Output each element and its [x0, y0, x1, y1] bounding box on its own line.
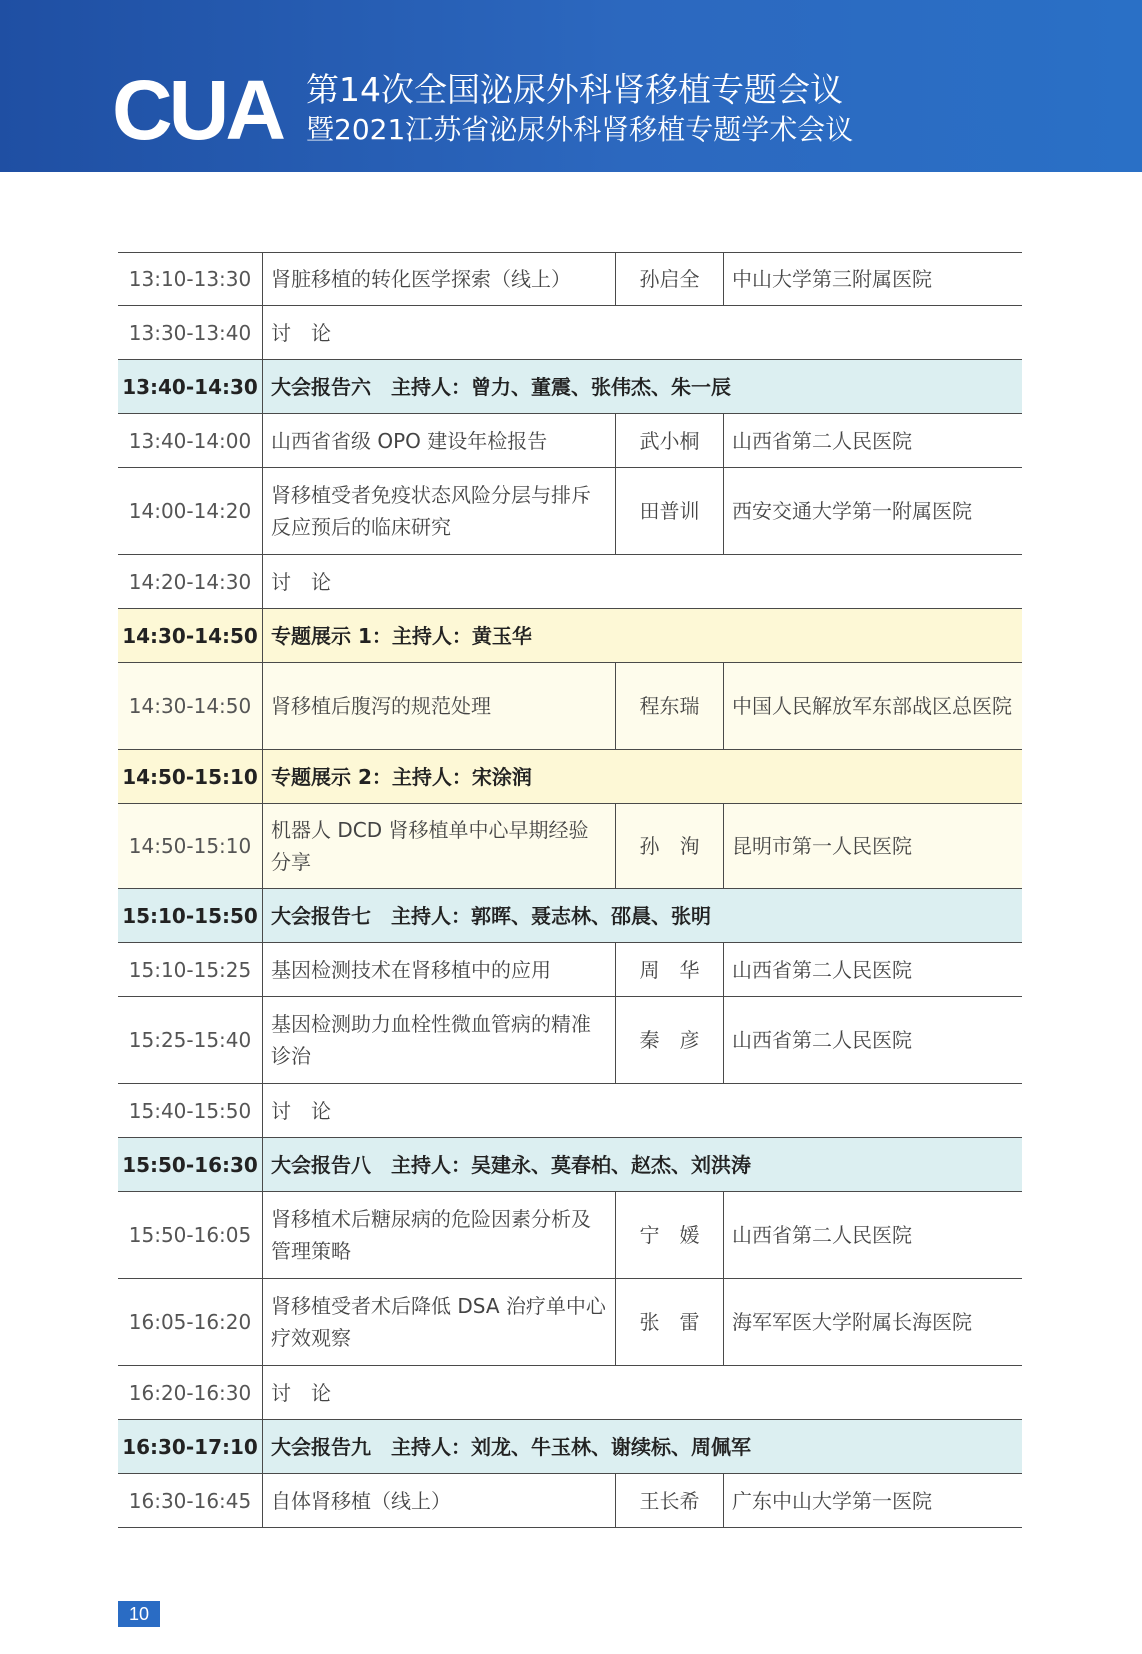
- schedule-table: [118, 252, 1022, 1528]
- time-cell: 15:50-16:30: [118, 1138, 263, 1191]
- time-cell: 14:30-14:50: [118, 609, 263, 662]
- discussion-cell: 讨 论: [271, 1098, 331, 1123]
- session-header-row: [118, 360, 1022, 414]
- time-cell: 16:30-16:45: [118, 1474, 263, 1527]
- org-cell: 山西省第二人民医院: [732, 957, 912, 982]
- cua-logo: CUA: [112, 63, 282, 157]
- org-cell: 海军军医大学附属长海医院: [732, 1310, 972, 1334]
- time-cell: 13:30-13:40: [118, 306, 263, 359]
- time-cell: 15:10-15:25: [118, 943, 263, 996]
- org-cell: 山西省第二人民医院: [732, 1223, 912, 1247]
- org-cell: 广东中山大学第一医院: [732, 1488, 932, 1513]
- org-cell: 西安交通大学第一附属医院: [732, 499, 972, 523]
- speaker-cell: 张 雷: [616, 1279, 724, 1365]
- org-cell: 昆明市第一人民医院: [732, 834, 912, 858]
- time-cell: 13:10-13:30: [118, 253, 263, 305]
- feature-title-cell: 专题展示 2：主持人：宋涂润: [271, 764, 532, 789]
- discussion-cell: 讨 论: [271, 1380, 331, 1405]
- page-number: 10: [118, 1601, 160, 1627]
- speaker-cell: 田普训: [616, 468, 724, 554]
- feature-title-cell: 专题展示 1：主持人：黄玉华: [271, 623, 532, 648]
- discussion-row: [118, 306, 1022, 360]
- time-cell: 15:10-15:50: [118, 889, 263, 942]
- org-cell: 中山大学第三附属医院: [732, 267, 932, 291]
- topic-cell: 肾脏移植的转化医学探索（线上）: [263, 253, 616, 305]
- time-cell: 15:50-16:05: [118, 1192, 263, 1278]
- speaker-cell: 武小桐: [616, 414, 724, 467]
- topic-cell: 基因检测助力血栓性微血管病的精准诊治: [263, 997, 616, 1083]
- speaker-cell: 秦 彦: [616, 997, 724, 1083]
- conference-subtitle: 暨2021江苏省泌尿外科肾移植专题学术会议: [306, 113, 854, 146]
- table-row: [118, 804, 1022, 889]
- time-cell: 14:50-15:10: [118, 804, 263, 888]
- table-row: [118, 1279, 1022, 1366]
- time-cell: 15:40-15:50: [118, 1084, 263, 1137]
- time-cell: 14:50-15:10: [118, 750, 263, 803]
- table-row: [118, 1474, 1022, 1528]
- speaker-cell: 程东瑞: [616, 663, 724, 749]
- table-row: [118, 663, 1022, 750]
- discussion-cell: 讨 论: [271, 320, 331, 345]
- org-cell: 山西省第二人民医院: [732, 428, 912, 453]
- topic-cell: 肾移植受者免疫状态风险分层与排斥反应预后的临床研究: [263, 468, 616, 554]
- session-header-row: [118, 1420, 1022, 1474]
- feature-header-row: [118, 750, 1022, 804]
- topic-cell: 肾移植术后糖尿病的危险因素分析及管理策略: [263, 1192, 616, 1278]
- discussion-row: [118, 1084, 1022, 1138]
- feature-header-row: [118, 609, 1022, 663]
- topic-cell: 肾移植受者术后降低 DSA 治疗单中心疗效观察: [263, 1279, 616, 1365]
- time-cell: 14:00-14:20: [118, 468, 263, 554]
- session-title-cell: 大会报告七 主持人：郭晖、聂志林、邵晨、张明: [271, 903, 711, 928]
- session-title-cell: 大会报告六 主持人：曾力、董震、张伟杰、朱一辰: [271, 374, 731, 399]
- topic-cell: 肾移植后腹泻的规范处理: [263, 663, 616, 749]
- time-cell: 16:05-16:20: [118, 1279, 263, 1365]
- table-row: [118, 997, 1022, 1084]
- speaker-cell: 孙启全: [616, 253, 724, 305]
- discussion-cell: 讨 论: [271, 569, 331, 594]
- topic-cell: 自体肾移植（线上）: [263, 1474, 616, 1527]
- org-cell: 中国人民解放军东部战区总医院: [732, 694, 1012, 718]
- table-row: [118, 1192, 1022, 1279]
- table-row: [118, 468, 1022, 555]
- session-header-row: [118, 1138, 1022, 1192]
- time-cell: 13:40-14:30: [118, 360, 263, 413]
- session-title-cell: 大会报告八 主持人：吴建永、莫春柏、赵杰、刘洪涛: [271, 1152, 751, 1177]
- topic-cell: 山西省省级 OPO 建设年检报告: [263, 414, 616, 467]
- time-cell: 16:20-16:30: [118, 1366, 263, 1419]
- time-cell: 14:30-14:50: [118, 663, 263, 749]
- time-cell: 13:40-14:00: [118, 414, 263, 467]
- time-cell: 14:20-14:30: [118, 555, 263, 608]
- time-cell: 15:25-15:40: [118, 997, 263, 1083]
- discussion-row: [118, 555, 1022, 609]
- discussion-row: [118, 1366, 1022, 1420]
- table-row: [118, 414, 1022, 468]
- time-cell: 16:30-17:10: [118, 1420, 263, 1473]
- speaker-cell: 宁 媛: [616, 1192, 724, 1278]
- session-header-row: [118, 889, 1022, 943]
- org-cell: 山西省第二人民医院: [732, 1028, 912, 1052]
- table-row: [118, 252, 1022, 306]
- topic-cell: 基因检测技术在肾移植中的应用: [263, 943, 616, 996]
- table-row: [118, 943, 1022, 997]
- speaker-cell: 孙 洵: [616, 804, 724, 888]
- topic-cell: 机器人 DCD 肾移植单中心早期经验分享: [263, 804, 616, 888]
- session-title-cell: 大会报告九 主持人：刘龙、牛玉林、谢续标、周佩军: [271, 1434, 751, 1459]
- speaker-cell: 王长希: [616, 1474, 724, 1527]
- speaker-cell: 周 华: [616, 943, 724, 996]
- page-header: [0, 0, 1142, 172]
- conference-title: 第14次全国泌尿外科肾移植专题会议: [306, 70, 843, 109]
